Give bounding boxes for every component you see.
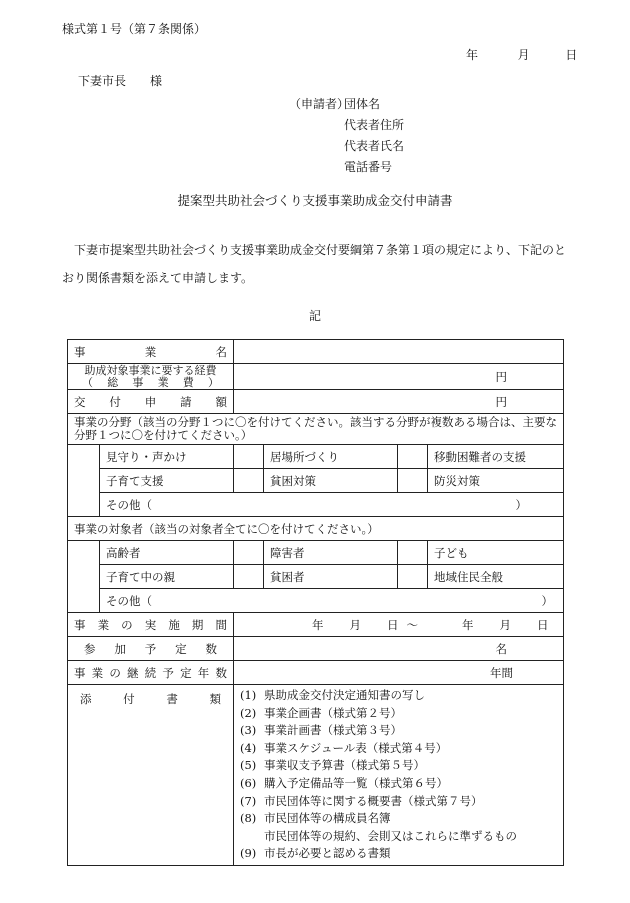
attachments-label-cell xyxy=(68,685,234,866)
applicant-phone: 電話番号 xyxy=(344,160,393,174)
applicant-org-name: 団体名 xyxy=(344,97,381,111)
expense-yen-unit: 円 xyxy=(495,369,507,384)
period-end-day: 日 xyxy=(537,617,549,632)
addressee: 下妻市長 様 xyxy=(78,74,163,88)
attachment-item: (8) 市民団体等の構成員名簿 xyxy=(240,811,391,826)
field-other-label: その他（ xyxy=(106,497,152,512)
row-field-note xyxy=(68,414,564,445)
grant-yen-unit: 円 xyxy=(495,394,507,409)
field-check[interactable] xyxy=(234,445,264,469)
form-number: 様式第１号（第７条関係） xyxy=(62,22,207,36)
field-check[interactable] xyxy=(398,469,428,493)
grant-input[interactable] xyxy=(234,390,564,414)
row-field-other xyxy=(68,493,564,517)
target-check[interactable] xyxy=(234,541,264,565)
row-project-name xyxy=(68,340,564,364)
attachment-item: (1) 県助成金交付決定通知書の写し xyxy=(240,688,425,702)
row-field-1 xyxy=(68,445,564,469)
ki-heading: 記 xyxy=(308,309,321,323)
project-name-input[interactable] xyxy=(234,340,564,364)
applicant-prefix: （申請者） xyxy=(289,97,350,111)
document-title: 提案型共助社会づくり支援事業助成金交付申請書 xyxy=(177,193,453,208)
participants-input[interactable] xyxy=(234,637,564,661)
expense-label-line1: 助成対象事業に要する経費 xyxy=(84,363,217,377)
target-option: 地域住民全般 xyxy=(428,565,564,589)
attachment-item: (7) 市民団体等に関する概要書（様式第７号） xyxy=(240,793,483,808)
period-input[interactable] xyxy=(234,613,564,637)
row-target-2 xyxy=(68,565,564,589)
period-end-month: 月 xyxy=(499,617,511,632)
project-name-label: 事業名 xyxy=(68,340,234,364)
row-expense xyxy=(68,364,564,390)
field-check[interactable] xyxy=(234,469,264,493)
attachment-item: (2) 事業企画書（様式第２号） xyxy=(240,705,402,720)
attachments-label: 添付書類 xyxy=(80,692,221,706)
field-note: 事業の分野（該当の分野１つに〇を付けてください。該当する分野が複数ある場合は、主要な分野１つに〇を付けてください。） xyxy=(68,414,564,445)
attachment-item: (9) 市長が必要と認める書類 xyxy=(240,846,391,861)
date-year: 年 xyxy=(466,48,479,62)
attachment-item: 市民団体等の規約、会則又はこれらに準ずるもの xyxy=(264,828,517,843)
submission-date xyxy=(466,46,577,63)
attachment-item: (3) 事業計画書（様式第３号） xyxy=(240,723,402,738)
attachment-item: (5) 事業収支予算書（様式第５号） xyxy=(240,758,425,773)
period-end-year: 年 xyxy=(462,617,474,632)
target-option: 高齢者 xyxy=(100,541,234,565)
field-option: 子育て支援 xyxy=(100,469,234,493)
attachment-item: (6) 購入予定備品等一覧（様式第６号） xyxy=(240,775,448,790)
applicant-block xyxy=(289,94,404,178)
target-check[interactable] xyxy=(398,565,428,589)
row-target-1 xyxy=(68,541,564,565)
row-target-other xyxy=(68,589,564,613)
row-attachments xyxy=(68,685,564,866)
attachments-list xyxy=(234,685,564,866)
row-field-2 xyxy=(68,469,564,493)
target-option: 障害者 xyxy=(264,541,398,565)
expense-label xyxy=(68,364,234,390)
date-day: 日 xyxy=(565,48,578,62)
continuation-label: 事業の継続予定年数 xyxy=(68,661,234,685)
row-continuation xyxy=(68,661,564,685)
application-table xyxy=(67,339,564,866)
target-other-label: その他（ xyxy=(106,593,152,608)
target-option: 子育て中の親 xyxy=(100,565,234,589)
target-check[interactable] xyxy=(234,565,264,589)
participants-label: 参加予定数 xyxy=(68,637,234,661)
continuation-unit: 年間 xyxy=(490,665,513,680)
participants-unit: 名 xyxy=(495,641,507,656)
period-start-year: 年 xyxy=(312,617,324,632)
field-option: 防災対策 xyxy=(428,469,564,493)
target-other[interactable] xyxy=(100,589,564,613)
field-option: 移動困難者の支援 xyxy=(428,445,564,469)
expense-label-line2: （総事業費） xyxy=(82,375,219,389)
row-target-note xyxy=(68,517,564,541)
field-option: 見守り・声かけ xyxy=(100,445,234,469)
body-text: 下妻市提案型共助社会づくり支援事業助成金交付要綱第７条第１項の規定により、下記のとおり関係書類を添えて申請します。 xyxy=(62,243,567,285)
period-start-day: 日 xyxy=(387,617,399,632)
target-check[interactable] xyxy=(398,541,428,565)
field-other[interactable] xyxy=(100,493,564,517)
expense-input[interactable] xyxy=(234,364,564,390)
target-other-close: ） xyxy=(541,593,553,608)
target-option: 子ども xyxy=(428,541,564,565)
target-note: 事業の対象者（該当の対象者全てに〇を付けてください。） xyxy=(68,517,564,541)
field-check[interactable] xyxy=(398,445,428,469)
applicant-rep-address: 代表者住所 xyxy=(344,118,405,132)
row-period xyxy=(68,613,564,637)
grant-label: 交付申請額 xyxy=(68,390,234,414)
period-start-month: 月 xyxy=(349,617,361,632)
field-option: 居場所づくり xyxy=(264,445,398,469)
field-option: 貧困対策 xyxy=(264,469,398,493)
period-label: 事業の実施期間 xyxy=(68,613,234,637)
date-month: 月 xyxy=(517,48,530,62)
target-option: 貧困者 xyxy=(264,565,398,589)
continuation-input[interactable] xyxy=(234,661,564,685)
attachment-item: (4) 事業スケジュール表（様式第４号） xyxy=(240,740,448,755)
field-other-close: ） xyxy=(515,497,527,512)
row-grant xyxy=(68,390,564,414)
period-tilde: ～ xyxy=(406,617,418,632)
row-participants xyxy=(68,637,564,661)
applicant-rep-name: 代表者氏名 xyxy=(344,139,405,153)
